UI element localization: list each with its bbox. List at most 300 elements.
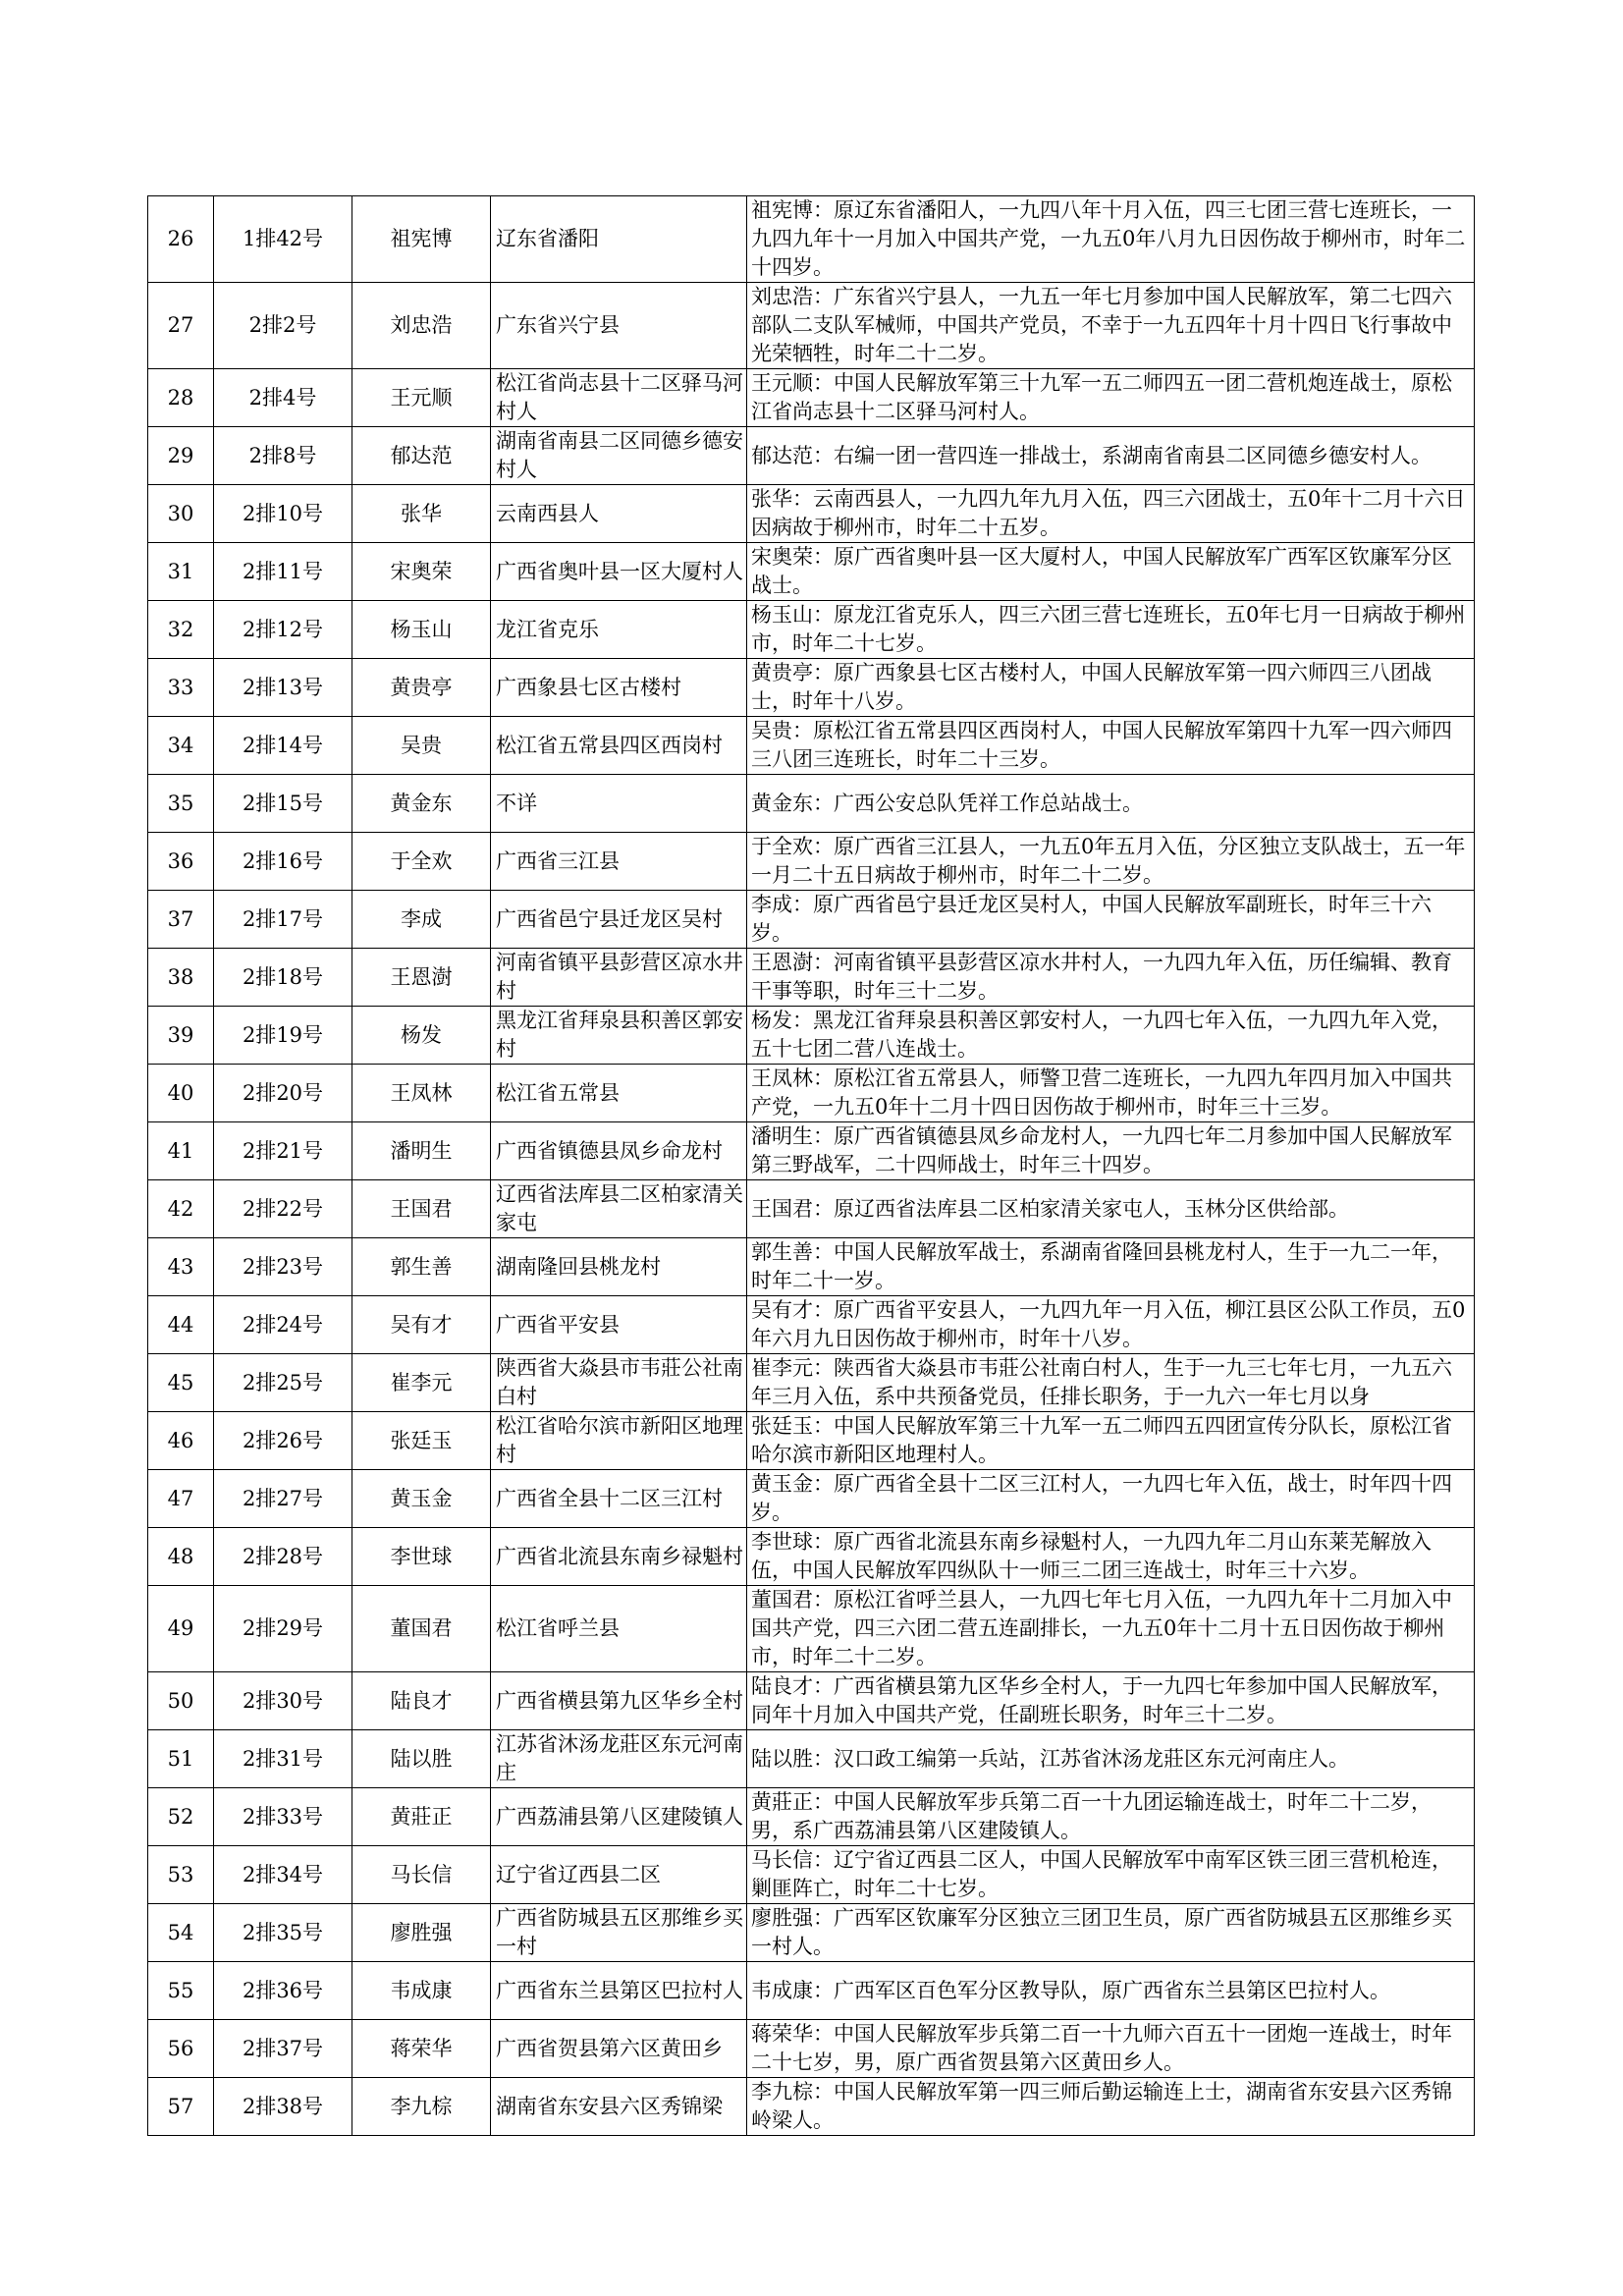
grave-position-cell-text: 2排33号	[242, 1804, 324, 1829]
hometown-cell	[491, 949, 747, 1007]
biography-cell-text: 蒋荣华：中国人民解放军步兵第二百一十九师六百五十一团炮一连战士，时年二十七岁，男，原广西省贺县第六区黄田乡人。	[751, 2022, 1452, 2074]
biography-cell	[747, 1904, 1475, 1962]
hometown-cell	[491, 601, 747, 659]
row-number-cell-text: 32	[167, 617, 194, 641]
row-number-cell-text: 55	[167, 1978, 194, 2002]
biography-cell	[747, 427, 1475, 485]
grave-position-cell-text: 2排4号	[248, 385, 317, 410]
grave-position-cell-text: 2排30号	[242, 1688, 324, 1713]
hometown-cell	[491, 283, 747, 369]
row-number-cell	[148, 949, 214, 1007]
grave-position-cell-text: 1排42号	[242, 227, 324, 250]
hometown-cell	[491, 717, 747, 775]
table-row	[148, 1470, 1475, 1528]
biography-cell	[747, 1730, 1475, 1788]
name-cell-text: 张华	[401, 501, 442, 525]
grave-position-cell	[214, 1122, 352, 1180]
hometown-cell-text: 黑龙江省拜泉县积善区郭安村	[496, 1009, 743, 1061]
row-number-cell	[148, 659, 214, 717]
hometown-cell-text: 广西省东兰县第区巴拉村人	[496, 1978, 743, 2002]
table-row	[148, 1238, 1475, 1296]
biography-cell-text: 廖胜强：广西军区钦廉军分区独立三团卫生员，原广西省防城县五区那维乡买一村人。	[751, 1906, 1452, 1958]
row-number-cell-text: 43	[167, 1254, 194, 1279]
grave-position-cell	[214, 601, 352, 659]
row-number-cell-text: 38	[167, 964, 194, 989]
row-number-cell-text: 28	[167, 385, 194, 410]
row-number-cell-text: 36	[167, 848, 194, 873]
hometown-cell-text: 龙江省克乐	[496, 617, 599, 641]
table-row	[148, 1788, 1475, 1846]
row-number-cell-text: 49	[167, 1616, 194, 1640]
row-number-cell	[148, 1586, 214, 1672]
table-row	[148, 1672, 1475, 1730]
biography-cell-text: 祖宪博：原辽东省潘阳人，一九四八年十月入伍，四三七团三营七连班长，一九四九年十一月加入中国共产党，一九五0年八月九日因伤故于柳州市，时年二十四岁。	[751, 198, 1466, 279]
hometown-cell	[491, 1065, 747, 1122]
biography-cell-text: 于全欢：原广西省三江县人，一九五0年五月入伍，分区独立支队战士，五一年一月二十五日病故于柳州市，时年二十二岁。	[751, 835, 1466, 887]
biography-cell-text: 王国君：原辽西省法库县二区柏家清关家屯人，玉林分区供给部。	[751, 1196, 1349, 1221]
biography-cell	[747, 775, 1475, 833]
name-cell	[352, 717, 491, 775]
grave-position-cell	[214, 543, 352, 601]
table-row	[148, 1065, 1475, 1122]
hometown-cell-text: 广西荔浦县第八区建陵镇人	[496, 1804, 743, 1829]
grave-position-cell-text: 2排8号	[248, 443, 317, 467]
biography-cell	[747, 1296, 1475, 1354]
row-number-cell	[148, 543, 214, 601]
hometown-cell-text: 湖南隆回县桃龙村	[496, 1254, 661, 1279]
name-cell	[352, 1412, 491, 1470]
biography-cell-text: 李九棕：中国人民解放军第一四三师后勤运输连上士，湖南省东安县六区秀锦岭梁人。	[751, 2080, 1452, 2132]
hometown-cell-text: 广西省镇德县凤乡命龙村	[496, 1138, 723, 1163]
biography-cell	[747, 1065, 1475, 1122]
biography-cell-text: 陆良才：广西省横县第九区华乡全村人，于一九四七年参加中国人民解放军，同年十月加入中国共产党，任副班长职务，时年三十二岁。	[751, 1674, 1452, 1726]
row-number-cell	[148, 2020, 214, 2078]
name-cell	[352, 833, 491, 891]
grave-position-cell-text: 2排17号	[242, 906, 324, 931]
table-row	[148, 601, 1475, 659]
grave-position-cell	[214, 1412, 352, 1470]
hometown-cell-text: 陕西省大焱县市韦莊公社南白村	[496, 1356, 743, 1408]
hometown-cell-text: 松江省五常县四区西岗村	[496, 733, 723, 757]
grave-position-cell-text: 2排29号	[242, 1616, 324, 1640]
hometown-cell-text: 辽东省潘阳	[496, 227, 599, 250]
name-cell-text: 杨玉山	[390, 617, 453, 641]
grave-position-cell-text: 2排12号	[242, 617, 324, 641]
grave-position-cell	[214, 659, 352, 717]
name-cell	[352, 543, 491, 601]
row-number-cell	[148, 2078, 214, 2136]
row-number-cell-text: 33	[167, 675, 194, 699]
name-cell-text: 郭生善	[390, 1254, 453, 1279]
row-number-cell	[148, 891, 214, 949]
grave-position-cell	[214, 833, 352, 891]
biography-cell	[747, 1122, 1475, 1180]
name-cell	[352, 1846, 491, 1904]
biography-cell	[747, 196, 1475, 283]
hometown-cell	[491, 1846, 747, 1904]
row-number-cell	[148, 1354, 214, 1412]
biography-cell-text: 李成：原广西省邑宁县迁龙区吴村人，中国人民解放军副班长，时年三十六岁。	[751, 893, 1432, 945]
hometown-cell	[491, 833, 747, 891]
name-cell	[352, 2020, 491, 2078]
biography-cell-text: 吴有才：原广西省平安县人，一九四九年一月入伍，柳江县区公队工作员，五0年六月九日因伤故于柳州市，时年十八岁。	[751, 1298, 1466, 1350]
name-cell	[352, 369, 491, 427]
row-number-cell-text: 57	[167, 2094, 194, 2118]
name-cell-text: 李九棕	[390, 2094, 453, 2118]
hometown-cell-text: 河南省镇平县彭营区凉水井村	[496, 951, 743, 1003]
grave-position-cell	[214, 717, 352, 775]
table-row	[148, 1586, 1475, 1672]
name-cell	[352, 659, 491, 717]
hometown-cell	[491, 891, 747, 949]
biography-cell-text: 黄金东：广西公安总队凭祥工作总站战士。	[751, 791, 1143, 815]
name-cell-text: 宋奥荣	[390, 559, 453, 583]
biography-cell	[747, 2020, 1475, 2078]
name-cell-text: 祖宪博	[390, 227, 453, 250]
hometown-cell-text: 广西省全县十二区三江村	[496, 1486, 723, 1510]
name-cell	[352, 1788, 491, 1846]
grave-position-cell-text: 2排25号	[242, 1370, 324, 1394]
table-row	[148, 2020, 1475, 2078]
grave-position-cell	[214, 1470, 352, 1528]
row-number-cell	[148, 1122, 214, 1180]
grave-position-cell-text: 2排13号	[242, 675, 324, 699]
hometown-cell	[491, 1007, 747, 1065]
biography-cell	[747, 1180, 1475, 1238]
hometown-cell-text: 松江省五常县	[496, 1080, 620, 1105]
name-cell	[352, 1586, 491, 1672]
grave-position-cell	[214, 1962, 352, 2020]
biography-cell-text: 杨发：黑龙江省拜泉县积善区郭安村人，一九四七年入伍，一九四九年入党，五十七团二营八连战士。	[751, 1009, 1452, 1061]
row-number-cell	[148, 427, 214, 485]
row-number-cell-text: 45	[167, 1370, 194, 1394]
table-row	[148, 2078, 1475, 2136]
table-row	[148, 717, 1475, 775]
biography-cell	[747, 949, 1475, 1007]
grave-position-cell-text: 2排34号	[242, 1862, 324, 1886]
grave-position-cell	[214, 1672, 352, 1730]
grave-position-cell	[214, 1354, 352, 1412]
name-cell-text: 蒋荣华	[390, 2036, 453, 2060]
row-number-cell	[148, 1904, 214, 1962]
row-number-cell-text: 53	[167, 1862, 194, 1886]
row-number-cell	[148, 717, 214, 775]
name-cell	[352, 2078, 491, 2136]
hometown-cell-text: 广西省奥叶县一区大厦村人	[496, 559, 743, 583]
biography-cell-text: 郭生善：中国人民解放军战士，系湖南省隆回县桃龙村人，生于一九二一年，时年二十一岁。	[751, 1240, 1452, 1292]
name-cell	[352, 1180, 491, 1238]
biography-cell	[747, 1007, 1475, 1065]
hometown-cell	[491, 659, 747, 717]
hometown-cell	[491, 2078, 747, 2136]
name-cell	[352, 485, 491, 543]
grave-position-cell-text: 2排16号	[242, 848, 324, 873]
row-number-cell-text: 26	[167, 227, 194, 250]
table-row	[148, 1904, 1475, 1962]
table-row	[148, 833, 1475, 891]
hometown-cell	[491, 1354, 747, 1412]
hometown-cell	[491, 1528, 747, 1586]
biography-cell	[747, 891, 1475, 949]
hometown-cell	[491, 427, 747, 485]
row-number-cell	[148, 1238, 214, 1296]
table-row	[148, 1122, 1475, 1180]
grave-position-cell-text: 2排15号	[242, 791, 324, 815]
biography-cell-text: 郁达范：右编一团一营四连一排战士，系湖南省南县二区同德乡德安村人。	[751, 443, 1432, 467]
table-row	[148, 659, 1475, 717]
row-number-cell	[148, 1007, 214, 1065]
row-number-cell	[148, 369, 214, 427]
name-cell-text: 崔李元	[390, 1370, 453, 1394]
hometown-cell-text: 云南西县人	[496, 501, 599, 525]
name-cell-text: 陆以胜	[390, 1746, 453, 1771]
row-number-cell-text: 39	[167, 1022, 194, 1047]
biography-cell	[747, 1586, 1475, 1672]
grave-position-cell	[214, 283, 352, 369]
biography-cell-text: 韦成康：广西军区百色军分区教导队，原广西省东兰县第区巴拉村人。	[751, 1978, 1390, 2002]
name-cell-text: 董国君	[390, 1616, 453, 1640]
table-row	[148, 1412, 1475, 1470]
biography-cell-text: 刘忠浩：广东省兴宁县人，一九五一年七月参加中国人民解放军，第二七四六部队二支队军械师，中国共产党员，不幸于一九五四年十月十四日飞行事故中光荣牺牲，时年二十二岁。	[751, 285, 1452, 365]
hometown-cell	[491, 1122, 747, 1180]
biography-cell	[747, 369, 1475, 427]
table-row	[148, 283, 1475, 369]
table-row	[148, 427, 1475, 485]
table-row	[148, 1007, 1475, 1065]
biography-cell-text: 黄莊正：中国人民解放军步兵第二百一十九团运输连战士，时年二十二岁，男，系广西荔浦县第八区建陵镇人。	[751, 1790, 1432, 1842]
biography-cell	[747, 1470, 1475, 1528]
row-number-cell-text: 27	[167, 313, 194, 337]
biography-cell	[747, 717, 1475, 775]
biography-cell	[747, 485, 1475, 543]
row-number-cell-text: 37	[167, 906, 194, 931]
name-cell	[352, 1528, 491, 1586]
table-row	[148, 775, 1475, 833]
biography-cell-text: 杨玉山：原龙江省克乐人，四三六团三营七连班长，五0年七月一日病故于柳州市，时年二十七岁。	[751, 603, 1466, 655]
grave-position-cell	[214, 775, 352, 833]
grave-position-cell-text: 2排35号	[242, 1920, 324, 1944]
table-row	[148, 369, 1475, 427]
biography-cell-text: 宋奥荣：原广西省奥叶县一区大厦村人，中国人民解放军广西军区钦廉军分区战士。	[751, 545, 1452, 597]
hometown-cell-text: 广西省横县第九区华乡全村	[496, 1688, 743, 1713]
name-cell-text: 李世球	[390, 1544, 453, 1568]
martyr-roster-table	[147, 195, 1475, 2136]
grave-position-cell-text: 2排23号	[242, 1254, 324, 1279]
name-cell-text: 于全欢	[390, 848, 453, 873]
biography-cell	[747, 1962, 1475, 2020]
grave-position-cell-text: 2排18号	[242, 964, 324, 989]
name-cell-text: 黄贵亭	[390, 675, 453, 699]
hometown-cell	[491, 1672, 747, 1730]
grave-position-cell-text: 2排26号	[242, 1428, 324, 1452]
name-cell-text: 廖胜强	[390, 1920, 453, 1944]
grave-position-cell	[214, 891, 352, 949]
row-number-cell-text: 56	[167, 2036, 194, 2060]
hometown-cell-text: 辽西省法库县二区柏家清关家屯	[496, 1182, 743, 1234]
grave-position-cell	[214, 1788, 352, 1846]
name-cell-text: 郁达范	[390, 443, 453, 467]
name-cell	[352, 601, 491, 659]
grave-position-cell-text: 2排20号	[242, 1080, 324, 1105]
hometown-cell	[491, 1470, 747, 1528]
grave-position-cell	[214, 1904, 352, 1962]
name-cell-text: 杨发	[401, 1022, 442, 1047]
name-cell-text: 黄莊正	[390, 1804, 453, 1829]
name-cell	[352, 775, 491, 833]
table-row	[148, 891, 1475, 949]
biography-cell-text: 黄贵亭：原广西象县七区古楼村人，中国人民解放军第一四六师四三八团战士，时年十八岁。	[751, 661, 1432, 713]
row-number-cell	[148, 1412, 214, 1470]
grave-position-cell	[214, 369, 352, 427]
grave-position-cell	[214, 1730, 352, 1788]
grave-position-cell	[214, 1238, 352, 1296]
row-number-cell-text: 35	[167, 791, 194, 815]
row-number-cell-text: 41	[167, 1138, 194, 1163]
name-cell	[352, 427, 491, 485]
hometown-cell-text: 江苏省沐汤龙莊区东元河南庄	[496, 1732, 743, 1784]
hometown-cell	[491, 775, 747, 833]
grave-position-cell-text: 2排2号	[248, 313, 317, 337]
grave-position-cell-text: 2排28号	[242, 1544, 324, 1568]
hometown-cell	[491, 485, 747, 543]
biography-cell	[747, 2078, 1475, 2136]
row-number-cell	[148, 1180, 214, 1238]
name-cell-text: 吴有才	[390, 1312, 453, 1337]
grave-position-cell	[214, 1180, 352, 1238]
grave-position-cell-text: 2排27号	[242, 1486, 324, 1510]
table-row	[148, 1354, 1475, 1412]
grave-position-cell	[214, 2020, 352, 2078]
name-cell-text: 潘明生	[390, 1138, 453, 1163]
name-cell	[352, 1904, 491, 1962]
row-number-cell	[148, 1962, 214, 2020]
row-number-cell-text: 48	[167, 1544, 194, 1568]
row-number-cell-text: 46	[167, 1428, 194, 1452]
biography-cell-text: 张廷玉：中国人民解放军第三十九军一五二师四五四团宣传分队长，原松江省哈尔滨市新阳区地理村人。	[751, 1414, 1452, 1466]
table-row	[148, 1962, 1475, 2020]
table-row	[148, 1846, 1475, 1904]
row-number-cell	[148, 1296, 214, 1354]
hometown-cell-text: 湖南省东安县六区秀锦梁	[496, 2094, 723, 2118]
table-row	[148, 1180, 1475, 1238]
row-number-cell-text: 54	[167, 1920, 194, 1944]
grave-position-cell-text: 2排31号	[242, 1746, 324, 1771]
grave-position-cell-text: 2排11号	[242, 559, 324, 583]
row-number-cell	[148, 283, 214, 369]
row-number-cell	[148, 1528, 214, 1586]
grave-position-cell-text: 2排10号	[242, 501, 324, 525]
name-cell-text: 王元顺	[390, 385, 453, 410]
name-cell	[352, 1962, 491, 2020]
table-row	[148, 196, 1475, 283]
table-row	[148, 1528, 1475, 1586]
name-cell-text: 李成	[401, 906, 442, 931]
name-cell	[352, 949, 491, 1007]
hometown-cell	[491, 369, 747, 427]
grave-position-cell	[214, 196, 352, 283]
row-number-cell-text: 42	[167, 1196, 194, 1221]
row-number-cell-text: 47	[167, 1486, 194, 1510]
row-number-cell	[148, 1788, 214, 1846]
grave-position-cell	[214, 2078, 352, 2136]
grave-position-cell-text: 2排19号	[242, 1022, 324, 1047]
row-number-cell-text: 29	[167, 443, 194, 467]
row-number-cell-text: 44	[167, 1312, 194, 1337]
table-row	[148, 1730, 1475, 1788]
name-cell	[352, 1470, 491, 1528]
hometown-cell	[491, 1788, 747, 1846]
name-cell-text: 黄金东	[390, 791, 453, 815]
hometown-cell-text: 湖南省南县二区同德乡德安村人	[496, 429, 743, 481]
biography-cell	[747, 1528, 1475, 1586]
biography-cell-text: 陆以胜：汉口政工编第一兵站，江苏省沐汤龙莊区东元河南庄人。	[751, 1746, 1349, 1771]
name-cell	[352, 1065, 491, 1122]
row-number-cell	[148, 1470, 214, 1528]
biography-cell	[747, 1354, 1475, 1412]
row-number-cell	[148, 601, 214, 659]
biography-cell-text: 潘明生：原广西省镇德县凤乡命龙村人，一九四七年二月参加中国人民解放军第三野战军，二十四师战士，时年三十四岁。	[751, 1124, 1452, 1176]
name-cell-text: 吴贵	[401, 733, 442, 757]
grave-position-cell-text: 2排21号	[242, 1138, 324, 1163]
hometown-cell	[491, 1412, 747, 1470]
hometown-cell-text: 广西省三江县	[496, 848, 620, 873]
hometown-cell-text: 松江省尚志县十二区驿马河村人	[496, 371, 743, 423]
name-cell	[352, 1354, 491, 1412]
row-number-cell-text: 51	[167, 1746, 194, 1771]
grave-position-cell	[214, 427, 352, 485]
biography-cell	[747, 1672, 1475, 1730]
name-cell	[352, 1007, 491, 1065]
name-cell	[352, 283, 491, 369]
biography-cell-text: 李世球：原广西省北流县东南乡禄魁村人，一九四九年二月山东莱芜解放入伍，中国人民解放军四纵队十一师三二团三连战士，时年三十六岁。	[751, 1530, 1432, 1582]
name-cell	[352, 1730, 491, 1788]
row-number-cell-text: 50	[167, 1688, 194, 1713]
grave-position-cell-text: 2排36号	[242, 1978, 324, 2002]
name-cell-text: 王国君	[390, 1196, 453, 1221]
name-cell-text: 刘忠浩	[390, 313, 453, 337]
row-number-cell	[148, 485, 214, 543]
table-row	[148, 949, 1475, 1007]
name-cell-text: 张廷玉	[390, 1428, 453, 1452]
grave-position-cell	[214, 1065, 352, 1122]
biography-cell	[747, 1412, 1475, 1470]
hometown-cell-text: 广西省邑宁县迁龙区吴村	[496, 906, 723, 931]
grave-position-cell	[214, 1296, 352, 1354]
hometown-cell	[491, 1586, 747, 1672]
hometown-cell-text: 广西省平安县	[496, 1312, 620, 1337]
row-number-cell-text: 31	[167, 559, 194, 583]
biography-cell-text: 王恩澍：河南省镇平县彭营区凉水井村人，一九四九年入伍，历任编辑、教育干事等职，时年三十二岁。	[751, 951, 1452, 1003]
row-number-cell	[148, 1065, 214, 1122]
hometown-cell-text: 广东省兴宁县	[496, 313, 620, 337]
biography-cell	[747, 1238, 1475, 1296]
hometown-cell	[491, 1730, 747, 1788]
table-row	[148, 543, 1475, 601]
name-cell-text: 王凤林	[390, 1080, 453, 1105]
name-cell-text: 陆良才	[390, 1688, 453, 1713]
hometown-cell	[491, 1962, 747, 2020]
hometown-cell-text: 松江省哈尔滨市新阳区地理村	[496, 1414, 743, 1466]
name-cell	[352, 1122, 491, 1180]
biography-cell-text: 马长信：辽宁省辽西县二区人，中国人民解放军中南军区铁三团三营机枪连，剿匪阵亡，时年二十七岁。	[751, 1848, 1452, 1900]
hometown-cell-text: 松江省呼兰县	[496, 1616, 620, 1640]
name-cell	[352, 196, 491, 283]
hometown-cell	[491, 1180, 747, 1238]
row-number-cell	[148, 833, 214, 891]
hometown-cell	[491, 196, 747, 283]
grave-position-cell-text: 2排22号	[242, 1196, 324, 1221]
grave-position-cell	[214, 1846, 352, 1904]
